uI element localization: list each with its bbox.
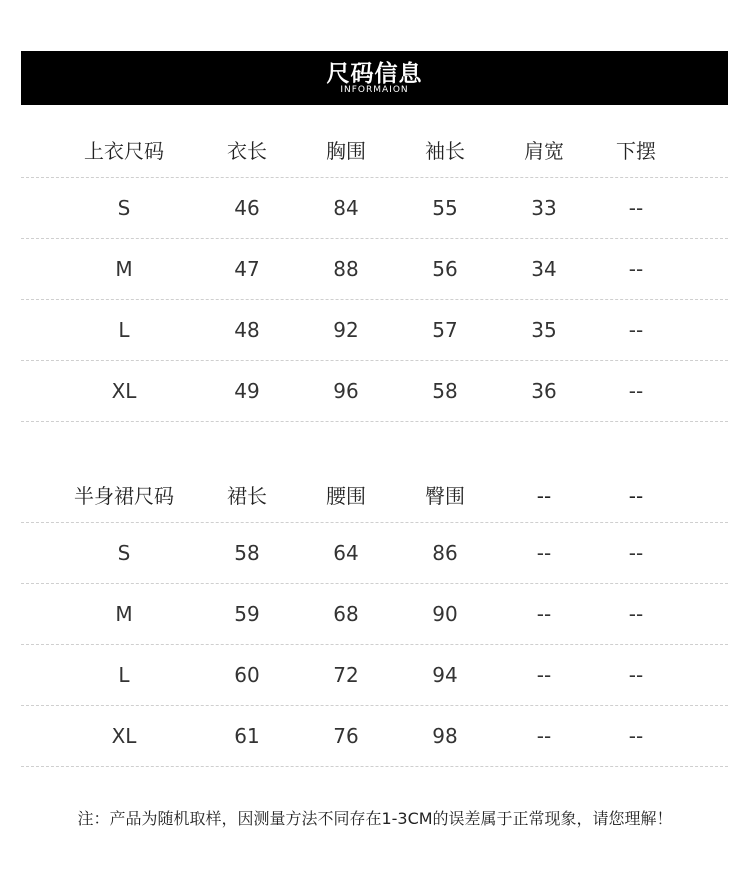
table-cell: 47 [234, 257, 260, 281]
top-table-header-row [21, 120, 728, 178]
table-cell: -- [628, 257, 644, 281]
table-cell: S [117, 196, 131, 220]
skirt-table-header-row [21, 465, 728, 523]
table-row [21, 645, 728, 706]
table-cell: 33 [531, 196, 557, 220]
skirt-table-header-cell: 裙长 [227, 484, 267, 508]
table-cell: 98 [432, 724, 458, 748]
table-cell: 84 [333, 196, 359, 220]
table-cell: 96 [333, 379, 359, 403]
table-cell: -- [536, 541, 552, 565]
table-row [21, 300, 728, 361]
top-table-header-cell: 肩宽 [524, 139, 564, 163]
top-table-header-cell: 胸围 [326, 139, 366, 163]
table-cell: 58 [432, 379, 458, 403]
table-cell: 61 [234, 724, 260, 748]
table-cell: 57 [432, 318, 458, 342]
table-cell: 34 [531, 257, 557, 281]
table-row [21, 361, 728, 422]
table-cell: -- [628, 602, 644, 626]
table-cell: L [118, 663, 130, 687]
table-row [21, 523, 728, 584]
table-row [21, 178, 728, 239]
table-cell: M [115, 602, 133, 626]
table-cell: XL [111, 724, 137, 748]
table-cell: 68 [333, 602, 359, 626]
table-cell: -- [628, 541, 644, 565]
table-row [21, 706, 728, 767]
table-cell: -- [628, 724, 644, 748]
skirt-table-header-cell: -- [628, 484, 644, 508]
table-cell: XL [111, 379, 137, 403]
table-cell: 72 [333, 663, 359, 687]
top-table-header-cell: 衣长 [227, 139, 267, 163]
section-banner [21, 51, 728, 105]
top-size-table [21, 120, 728, 422]
table-cell: -- [628, 318, 644, 342]
skirt-table-header-cell: -- [536, 484, 552, 508]
top-table-header-cell: 袖长 [425, 139, 465, 163]
table-cell: 86 [432, 541, 458, 565]
table-cell: 36 [531, 379, 557, 403]
skirt-table-header-cell: 臀围 [425, 484, 465, 508]
table-row [21, 239, 728, 300]
table-cell: 49 [234, 379, 260, 403]
table-row [21, 584, 728, 645]
table-cell: 64 [333, 541, 359, 565]
table-cell: -- [536, 724, 552, 748]
table-cell: 58 [234, 541, 260, 565]
table-cell: -- [628, 196, 644, 220]
top-table-header-cell: 下摆 [616, 139, 656, 163]
table-cell: 46 [234, 196, 260, 220]
banner-title: 尺码信息 [326, 61, 423, 87]
table-cell: 90 [432, 602, 458, 626]
table-cell: 60 [234, 663, 260, 687]
skirt-size-table [21, 465, 728, 767]
table-cell: -- [628, 663, 644, 687]
skirt-table-header-cell: 腰围 [326, 484, 366, 508]
table-cell: -- [536, 602, 552, 626]
table-cell: 48 [234, 318, 260, 342]
top-table-header-cell: 上衣尺码 [84, 139, 164, 163]
skirt-table-header-cell: 半身裙尺码 [74, 484, 174, 508]
table-cell: -- [628, 379, 644, 403]
measurement-note: 注：产品为随机取样，因测量方法不同存在1-3CM的误差属于正常现象，请您理解！ [77, 809, 673, 828]
table-cell: 76 [333, 724, 359, 748]
table-cell: S [117, 541, 131, 565]
table-cell: 88 [333, 257, 359, 281]
table-cell: 55 [432, 196, 458, 220]
table-cell: -- [536, 663, 552, 687]
table-cell: 94 [432, 663, 458, 687]
table-cell: 59 [234, 602, 260, 626]
table-cell: 35 [531, 318, 557, 342]
table-cell: M [115, 257, 133, 281]
table-cell: L [118, 318, 130, 342]
table-cell: 92 [333, 318, 359, 342]
banner-subtitle: INFORMAION [340, 85, 409, 95]
table-cell: 56 [432, 257, 458, 281]
